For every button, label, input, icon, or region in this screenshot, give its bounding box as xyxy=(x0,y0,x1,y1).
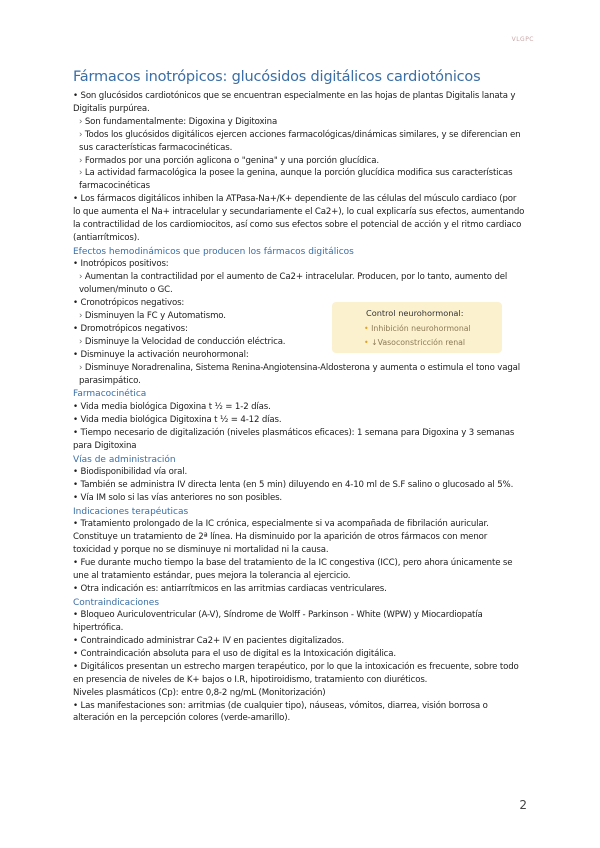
paragraph: • Fue durante mucho tiempo la base del tratamiento de la IC congestiva (ICC), pero ahora únicamente se une al tratamiento estándar, pues mejora la tolerancia al ejercicio. xyxy=(73,557,525,583)
section-heading-farmacocinetica: Farmacocinética xyxy=(73,389,147,400)
paragraph: • Las manifestaciones son: arritmias (de cualquier tipo), náuseas, vómitos, diarrea, visión borrosa o alteración en la percepción colores (verde-amarillo). xyxy=(73,700,525,726)
paragraph: • Digitálicos presentan un estrecho margen terapéutico, por lo que la intoxicación es frecuente, sobre todo en presencia de niveles de K+ bajos o I.R, hipotiroidismo, tratamiento con diuréticos. xyxy=(73,661,525,687)
bullet-icon: • xyxy=(364,324,372,333)
page-number: 2 xyxy=(519,798,527,812)
paragraph: • Biodisponibilidad vía oral. xyxy=(73,466,525,479)
sub-paragraph: › Todos los glucósidos digitálicos ejercen acciones farmacológicas/dinámicas similares, y se diferencian en sus características farmacocinéticas. xyxy=(73,129,525,155)
sub-paragraph: › La actividad farmacológica la posee la genina, aunque la porción glucídica modifica sus características farmacocinéticas xyxy=(73,167,525,193)
section-heading-vias: Vías de administración xyxy=(73,454,176,465)
paragraph: • Vida media biológica Digitoxina t ½ = 4-12 días. xyxy=(73,414,525,427)
paragraph: • Otra indicación es: antiarrítmicos en las arritmias cardiacas ventriculares. xyxy=(73,583,525,596)
section-heading-indicaciones: Indicaciones terapéuticas xyxy=(73,506,189,517)
section-heading-efectos: Efectos hemodinámicos que producen los fármacos digitálicos xyxy=(73,246,354,257)
callout-item xyxy=(364,338,465,347)
neurohormonal-callout xyxy=(332,302,502,353)
sub-paragraph: › Disminuyen la FC y Automatismo. xyxy=(73,310,525,323)
paragraph: • Vía IM solo si las vías anteriores no son posibles. xyxy=(73,492,525,505)
paragraph: Niveles plasmáticos (Cp): entre 0,8-2 ng/mL (Monitorización) xyxy=(73,687,326,698)
page-title: Fármacos inotrópicos: glucósidos digitálicos cardiotónicos xyxy=(73,69,481,85)
paragraph: • Contraindicado administrar Ca2+ IV en pacientes digitalizados. xyxy=(73,635,525,648)
paragraph: • Disminuye la activación neurohormonal: xyxy=(73,349,525,362)
callout-item xyxy=(364,324,471,333)
paragraph: • Contraindicación absoluta para el uso de digital es la Intoxicación digitálica. xyxy=(73,648,525,661)
sub-paragraph: › Formados por una porción aglicona o "genina" y una porción glucídica. xyxy=(73,155,525,168)
paragraph: • Inotrópicos positivos: xyxy=(73,258,525,271)
section-heading-contraindicaciones: Contraindicaciones xyxy=(73,597,160,608)
paragraph: • También se administra IV directa lenta (en 5 min) diluyendo en 4-10 ml de S.F salino o glucosado al 5%. xyxy=(73,479,525,492)
paragraph: • Dromotrópicos negativos: xyxy=(73,323,525,336)
document-body xyxy=(73,68,525,725)
sub-paragraph: › Disminuye Noradrenalina, Sistema Renina-Angiotensina-Aldosterona y aumenta o estimula el tono vagal parasimpático. xyxy=(73,362,525,388)
sub-paragraph: › Disminuye la Velocidad de conducción eléctrica. xyxy=(73,336,525,349)
sub-paragraph: › Aumentan la contractilidad por el aumento de Ca2+ intracelular. Producen, por lo tanto, aumento del volumen/minuto o GC. xyxy=(73,271,525,297)
paragraph: • Cronotrópicos negativos: xyxy=(73,297,525,310)
callout-title: Control neurohormonal: xyxy=(366,308,464,318)
paragraph: • Bloqueo Auriculoventricular (A-V), Síndrome de Wolff - Parkinson - White (WPW) y Miocardiopatía hipertrófica. xyxy=(73,609,525,635)
paragraph: • Son glucósidos cardiotónicos que se encuentran especialmente en las hojas de plantas Digitalis lanata y Digitalis purpúrea. xyxy=(73,90,525,116)
paragraph: • Los fármacos digitálicos inhiben la ATPasa-Na+/K+ dependiente de las células del músculo cardiaco (por lo que aumenta el Na+ intracelular y secundariamente el Ca2+), lo cual explicaría sus efectos, aumentando la contractilidad de los cardiomiocitos, así como sus efectos sobre el potencial de acción y el ritmo cardiaco (antiarrítmicos). xyxy=(73,193,525,245)
sub-paragraph: › Son fundamentalmente: Digoxina y Digitoxina xyxy=(73,116,525,129)
callout-item-label: ↓Vasoconstricción renal xyxy=(371,338,466,347)
bullet-icon: • xyxy=(364,338,372,347)
paragraph: • Tiempo necesario de digitalización (niveles plasmáticos eficaces): 1 semana para Digoxina y 3 semanas para Digitoxina xyxy=(73,427,525,453)
paragraph: • Vida media biológica Digoxina t ½ = 1-2 días. xyxy=(73,401,525,414)
watermark: VLGPC xyxy=(511,36,534,43)
paragraph: • Tratamiento prolongado de la IC crónica, especialmente si va acompañada de fibrilación auricular. Constituye un tratamiento de 2ª línea. Ha disminuido por la aparición de otros fármacos con menor toxicidad y porque no se disminuye ni mortalidad ni la causa. xyxy=(73,518,525,557)
callout-item-label: Inhibición neurohormonal xyxy=(371,324,471,333)
